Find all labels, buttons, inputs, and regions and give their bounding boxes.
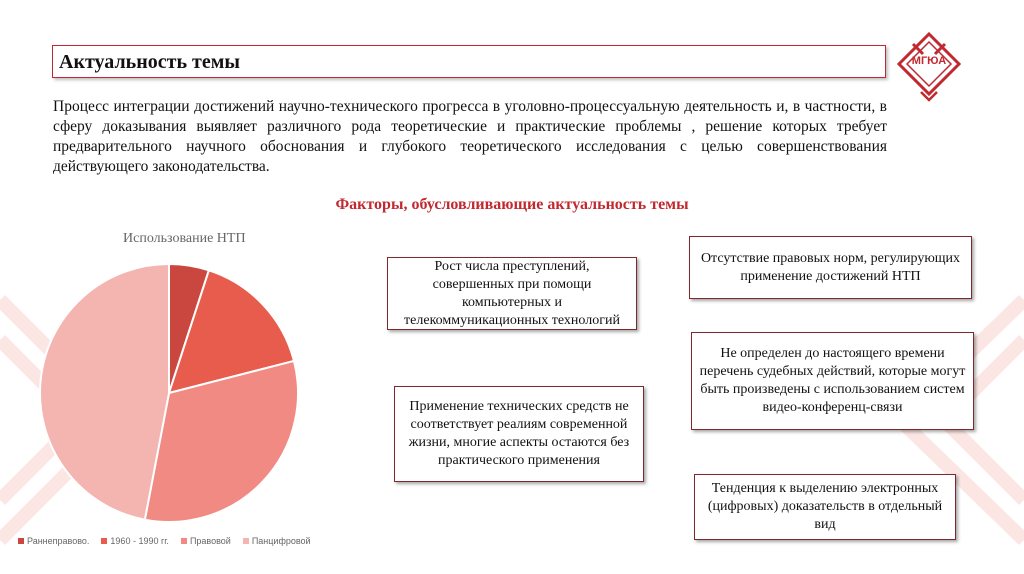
chart-legend xyxy=(18,536,311,546)
legend-swatch xyxy=(101,538,107,544)
factor-text: Не определен до настоящего времени перечень судебных действий, которые могут быть произведены с использованием систем видео-конференц-связи xyxy=(699,346,966,415)
page-title: Актуальность темы xyxy=(59,51,240,73)
legend-swatch xyxy=(243,538,249,544)
factors-heading: Факторы, обусловливающие актуальность темы xyxy=(335,196,689,213)
logo-text: МГЮА xyxy=(911,55,947,67)
factor-text: Рост числа преступлений, совершенных при помощи компьютерных и телекоммуникационных технологий xyxy=(404,258,620,328)
factor-box-technical-means xyxy=(394,386,644,482)
factor-text: Отсутствие правовых норм, регулирующих применение достижений НТП xyxy=(700,250,961,284)
factor-box-electronic-evidence xyxy=(694,474,956,540)
chart-title: Использование НТП xyxy=(123,231,246,246)
factor-text: Применение технических средств не соответствует реалиям современной жизни, многие аспекты остаются без практического применения xyxy=(408,399,630,468)
legend-label: 1960 - 1990 гг. xyxy=(110,536,169,546)
legend-swatch xyxy=(181,538,187,544)
pie-slice-4 xyxy=(40,264,169,520)
factor-box-legal-norms xyxy=(689,236,972,299)
legend-item xyxy=(181,536,231,546)
legend-label: Раннеправово. xyxy=(27,536,90,546)
logo xyxy=(893,30,965,102)
legend-item xyxy=(101,536,169,546)
legend-swatch xyxy=(18,538,24,544)
title-box xyxy=(52,45,886,78)
legend-item xyxy=(18,536,89,546)
factor-box-court-actions xyxy=(691,332,974,430)
legend-label: Правовой xyxy=(189,536,231,546)
intro-paragraph: Процесс интеграции достижений научно-технического прогресса в уголовно-процессуальную деятельность и, в частности, в сферу доказывания выявляет различного рода теоретические и практические проблемы , решение которых требует предварительного научного обоснования и глубокого теоретического исследования с целью совершенствования действующего законодательства. xyxy=(53,98,887,175)
legend-item xyxy=(243,536,311,546)
factor-text: Тенденция к выделению электронных (цифровых) доказательств в отдельный вид xyxy=(707,481,943,532)
factor-box-crime-growth xyxy=(387,257,637,330)
pie-chart xyxy=(38,262,300,524)
legend-label: Панцифровой xyxy=(251,536,311,546)
